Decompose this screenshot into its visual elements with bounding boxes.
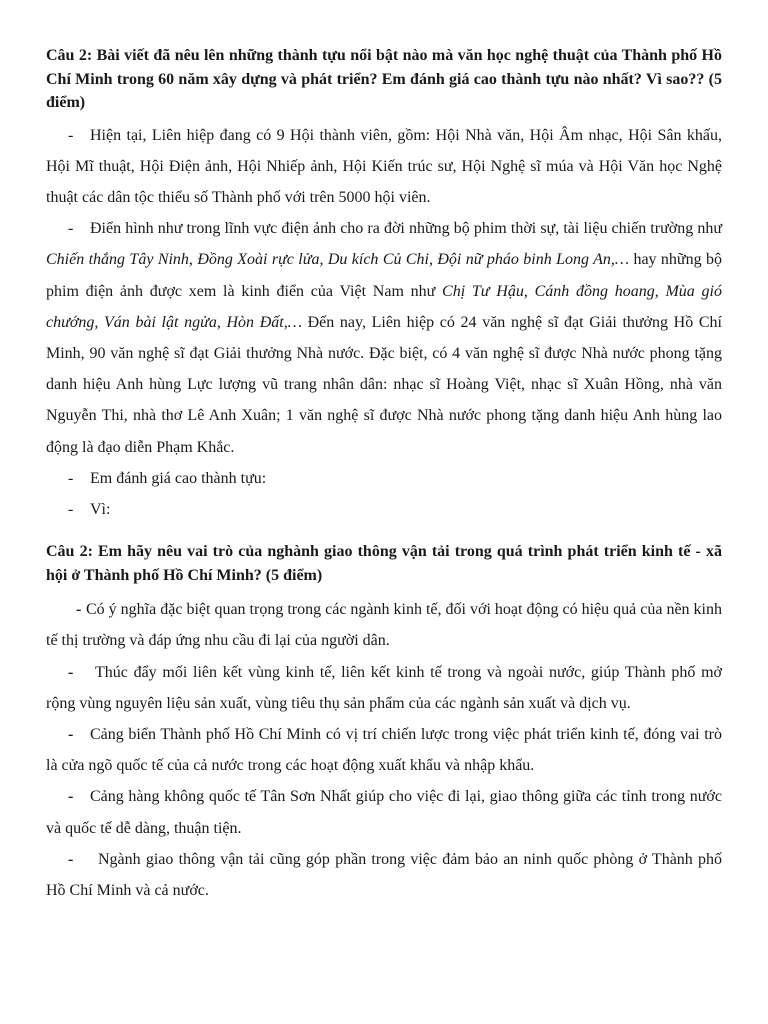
document-page — [46, 44, 722, 906]
answer-1-paragraph-1-text: Hiện tại, Liên hiệp đang có 9 Hội thành viên, gồm: Hội Nhà văn, Hội Âm nhạc, Hội Sân khấu, Hội Mĩ thuật, Hội Điện ảnh, Hội Nhiếp ảnh, Hội Kiến trúc sư, Hội Nghệ sĩ múa và Hội Văn học Nghệ thuật các dân tộc thiểu số Thành phố với trên 5000 hội viên. — [46, 126, 722, 206]
bullet-dash: - — [68, 220, 74, 238]
bullet-dash: - — [68, 126, 74, 144]
answer-1-paragraph-4 — [46, 494, 722, 525]
answer-2-paragraph-2-text: Thúc đẩy mối liên kết vùng kinh tế, liên kết kinh tế trong và ngoài nước, giúp Thành phố mở rộng vùng nguyên liệu sản xuất, vùng tiêu thụ sản phẩm của các ngành sản xuất và dịch vụ. — [46, 663, 722, 712]
bullet-dash: - — [68, 469, 74, 487]
answer-2-paragraph-5 — [46, 844, 722, 906]
answer-1-paragraph-4-text: Vì: — [90, 500, 111, 518]
bullet-dash: - — [68, 725, 74, 743]
classic-film-titles: Chị Tư Hậu, Cánh đồng hoang, Mùa gió chướng, Ván bài lật ngửa, Hòn Đất,… — [46, 282, 722, 331]
answer-2-paragraph-3-text: Cảng biển Thành phố Hồ Chí Minh có vị trí chiến lược trong việc phát triển kinh tế, đóng vai trò là cửa ngõ quốc tế của cả nước trong các hoạt động xuất khẩu và nhập khẩu. — [46, 725, 722, 775]
answer-1-paragraph-2 — [46, 213, 722, 463]
answer-2-paragraph-1-text: Có ý nghĩa đặc biệt quan trọng trong các ngành kinh tế, đối với hoạt động có hiệu quả của nền kinh tế thị trường và đáp ứng nhu cầu đi lại của người dân. — [46, 601, 722, 650]
question-1-heading: Câu 2: Bài viết đã nêu lên những thành tựu nổi bật nào mà văn học nghệ thuật của Thành phố Hồ Chí Minh trong 60 năm xây dựng và phát triển? Em đánh giá cao thành tựu nào nhất? Vì sao?? (5 điểm) — [46, 47, 722, 111]
answer-1-paragraph-2-text-e: Đến nay, Liên hiệp có 24 văn nghệ sĩ đạt Giải thưởng Hồ Chí Minh, 90 văn nghệ sĩ đạt Giải thưởng Nhà nước. Đặc biệt, có 4 văn nghệ sĩ được Nhà nước phong tặng danh hiệu Anh hùng Lực lượng vũ trang nhân dân: nhạc sĩ Hoàng Việt, nhạc sĩ Xuân Hồng, nhà văn Nguyễn Thi, nhà thơ Lê Anh Xuân; 1 văn nghệ sĩ được Nhà nước phong tặng danh hiệu Anh hùng lao động là đạo diễn Phạm Khắc. — [46, 313, 723, 456]
answer-1-paragraph-3 — [46, 463, 722, 494]
answer-2-paragraph-3 — [46, 719, 722, 781]
answer-2-paragraph-5-text: Ngành giao thông vận tải cũng góp phần trong việc đảm bảo an ninh quốc phòng ở Thành phố Hồ Chí Minh và cả nước. — [46, 850, 722, 899]
answer-2-paragraph-2 — [46, 657, 722, 719]
answer-1-paragraph-1 — [46, 120, 722, 214]
answer-2-paragraph-1 — [46, 594, 722, 656]
bullet-dash: - — [68, 788, 74, 806]
bullet-dash: - — [68, 500, 74, 518]
answer-1-paragraph-2-text-c: hay những bộ phim điện ảnh được xem là kinh điển của Việt Nam như — [46, 251, 722, 300]
documentary-film-titles: Chiến thắng Tây Ninh, Đồng Xoài rực lửa, Du kích Củ Chi, Đội nữ pháo binh Long An,… — [46, 251, 630, 269]
answer-2-paragraph-4-text: Cảng hàng không quốc tế Tân Sơn Nhất giúp cho việc đi lại, giao thông giữa các tỉnh trong nước và quốc tế dễ dàng, thuận tiện. — [46, 788, 722, 837]
bullet-dash: - — [68, 663, 74, 681]
bullet-dash: - — [76, 601, 82, 619]
answer-1-paragraph-3-text: Em đánh giá cao thành tựu: — [90, 469, 267, 487]
answer-1-paragraph-2-text-a: Điển hình như trong lĩnh vực điện ảnh cho ra đời những bộ phim thời sự, tài liệu chiến trường như — [90, 220, 722, 238]
question-2-heading: Câu 2: Em hãy nêu vai trò của nghành giao thông vận tải trong quá trình phát triển kinh tế - xã hội ở Thành phố Hồ Chí Minh? (5 điểm) — [46, 543, 722, 584]
bullet-dash: - — [68, 850, 74, 868]
answer-2-paragraph-4 — [46, 781, 722, 843]
